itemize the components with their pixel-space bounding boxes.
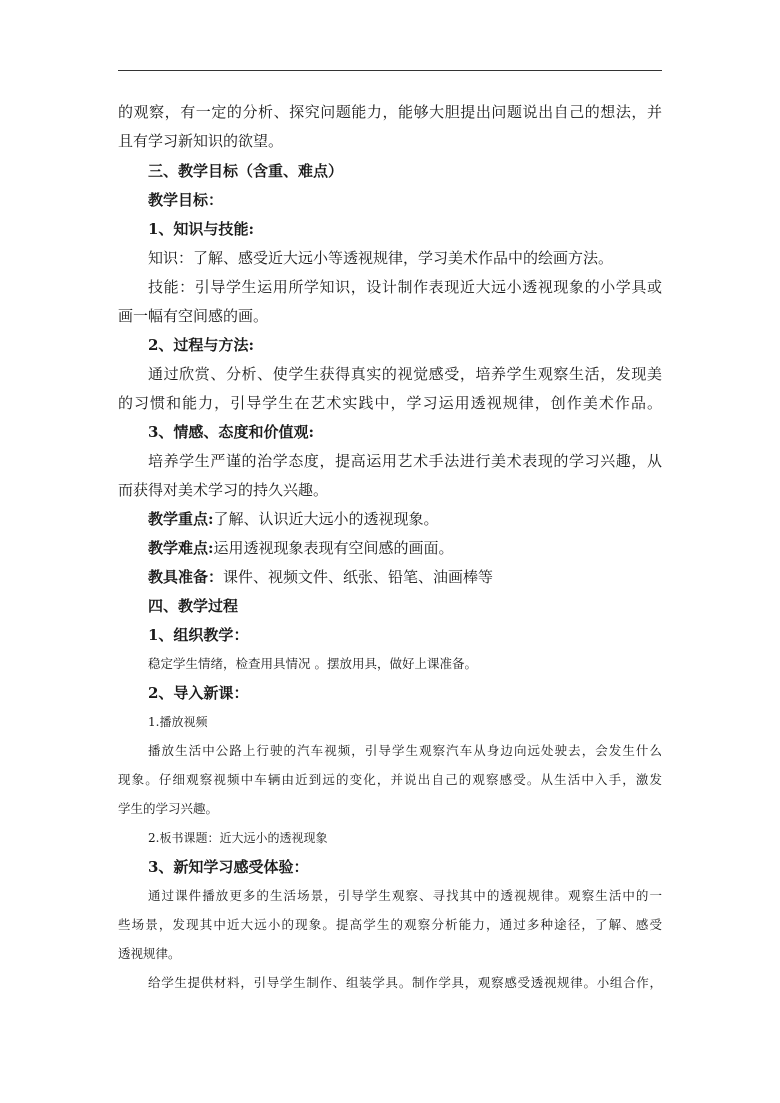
section-heading-goals: 三、教学目标（含重、难点）: [148, 162, 344, 180]
paragraph-line: 的习惯和能力，引导学生在艺术实践中，学习运用透视规律，创作美术作品。: [118, 394, 662, 412]
subheading-goals: 教学目标：: [148, 191, 224, 209]
subheading-process: 2、过程与方法:: [148, 336, 254, 354]
paragraph-line: 稳定学生情绪，检查用具情况 。摆放用具，做好上课准备。: [148, 656, 477, 671]
paragraph-line: 的观察，有一定的分析、探究问题能力，能够大胆提出问题说出自己的想法，并: [118, 103, 662, 121]
tools-label: 教具准备：: [148, 568, 224, 586]
paragraph-line: 而获得对美术学习的持久兴趣。: [118, 481, 329, 499]
paragraph-line: 画一幅有空间感的画。: [118, 307, 269, 325]
paragraph-line: 学生的学习兴趣。: [118, 801, 219, 816]
paragraph-line: 培养学生严谨的治学态度，提高运用艺术手法进行美术表现的学习兴趣，从: [148, 452, 662, 470]
subheading-intro: 2、导入新课：: [148, 684, 249, 702]
difficulty-label: 教学难点:: [148, 539, 214, 557]
subheading-organize: 1、组织教学：: [148, 626, 249, 644]
paragraph-line: 给学生提供材料，引导学生制作、组装学具。制作学具，观察感受透视规律。小组合作，: [148, 975, 662, 990]
paragraph-line: 现象。仔细观察视频中车辆由近到远的变化，并说出自己的观察感受。从生活中入手，激发: [118, 772, 662, 787]
list-item: 2.板书课题：近大远小的透视现象: [148, 831, 328, 845]
paragraph-line: 通过欣赏、分析、使学生获得真实的视觉感受，培养学生观察生活，发现美: [148, 365, 662, 383]
paragraph-line: 且有学习新知识的欲望。: [118, 132, 284, 150]
tools-line: [148, 567, 493, 587]
subheading-new-learning: 3、新知学习感受体验：: [148, 858, 309, 876]
paragraph-line: 些场景，发现其中近大远小的现象。提高学生的观察分析能力，通过多种途径，了解、感受: [118, 917, 662, 932]
tools-text: 课件、视频文件、纸张、铅笔、油画棒等: [223, 568, 494, 586]
key-point-label: 教学重点:: [148, 510, 214, 528]
paragraph-line: 通过课件播放更多的生活场景，引导学生观察、寻找其中的透视规律。观察生活中的一: [148, 888, 662, 903]
subheading-knowledge: 1、知识与技能:: [148, 220, 254, 238]
key-point-text: 了解、认识近大远小的透视现象。: [213, 510, 439, 528]
paragraph-line: 知识：了解、感受近大远小等透视规律，学习美术作品中的绘画方法。: [148, 249, 614, 267]
difficulty-text: 运用透视现象表现有空间感的画面。: [213, 539, 454, 557]
paragraph-line: 技能：引导学生运用所学知识，设计制作表现近大远小透视现象的小学具或: [148, 278, 662, 296]
list-item: 1.播放视频: [148, 715, 208, 729]
paragraph-line: 透视规律。: [118, 946, 181, 961]
paragraph-line: 播放生活中公路上行驶的汽车视频，引导学生观察汽车从身边向远处驶去，会发生什么: [148, 743, 662, 758]
subheading-emotion: 3、情感、态度和价值观:: [148, 423, 314, 441]
difficulty-line: [148, 538, 454, 558]
key-point-line: [148, 509, 439, 529]
header-rule: [118, 70, 662, 71]
section-heading-process: 四、教学过程: [148, 597, 239, 615]
